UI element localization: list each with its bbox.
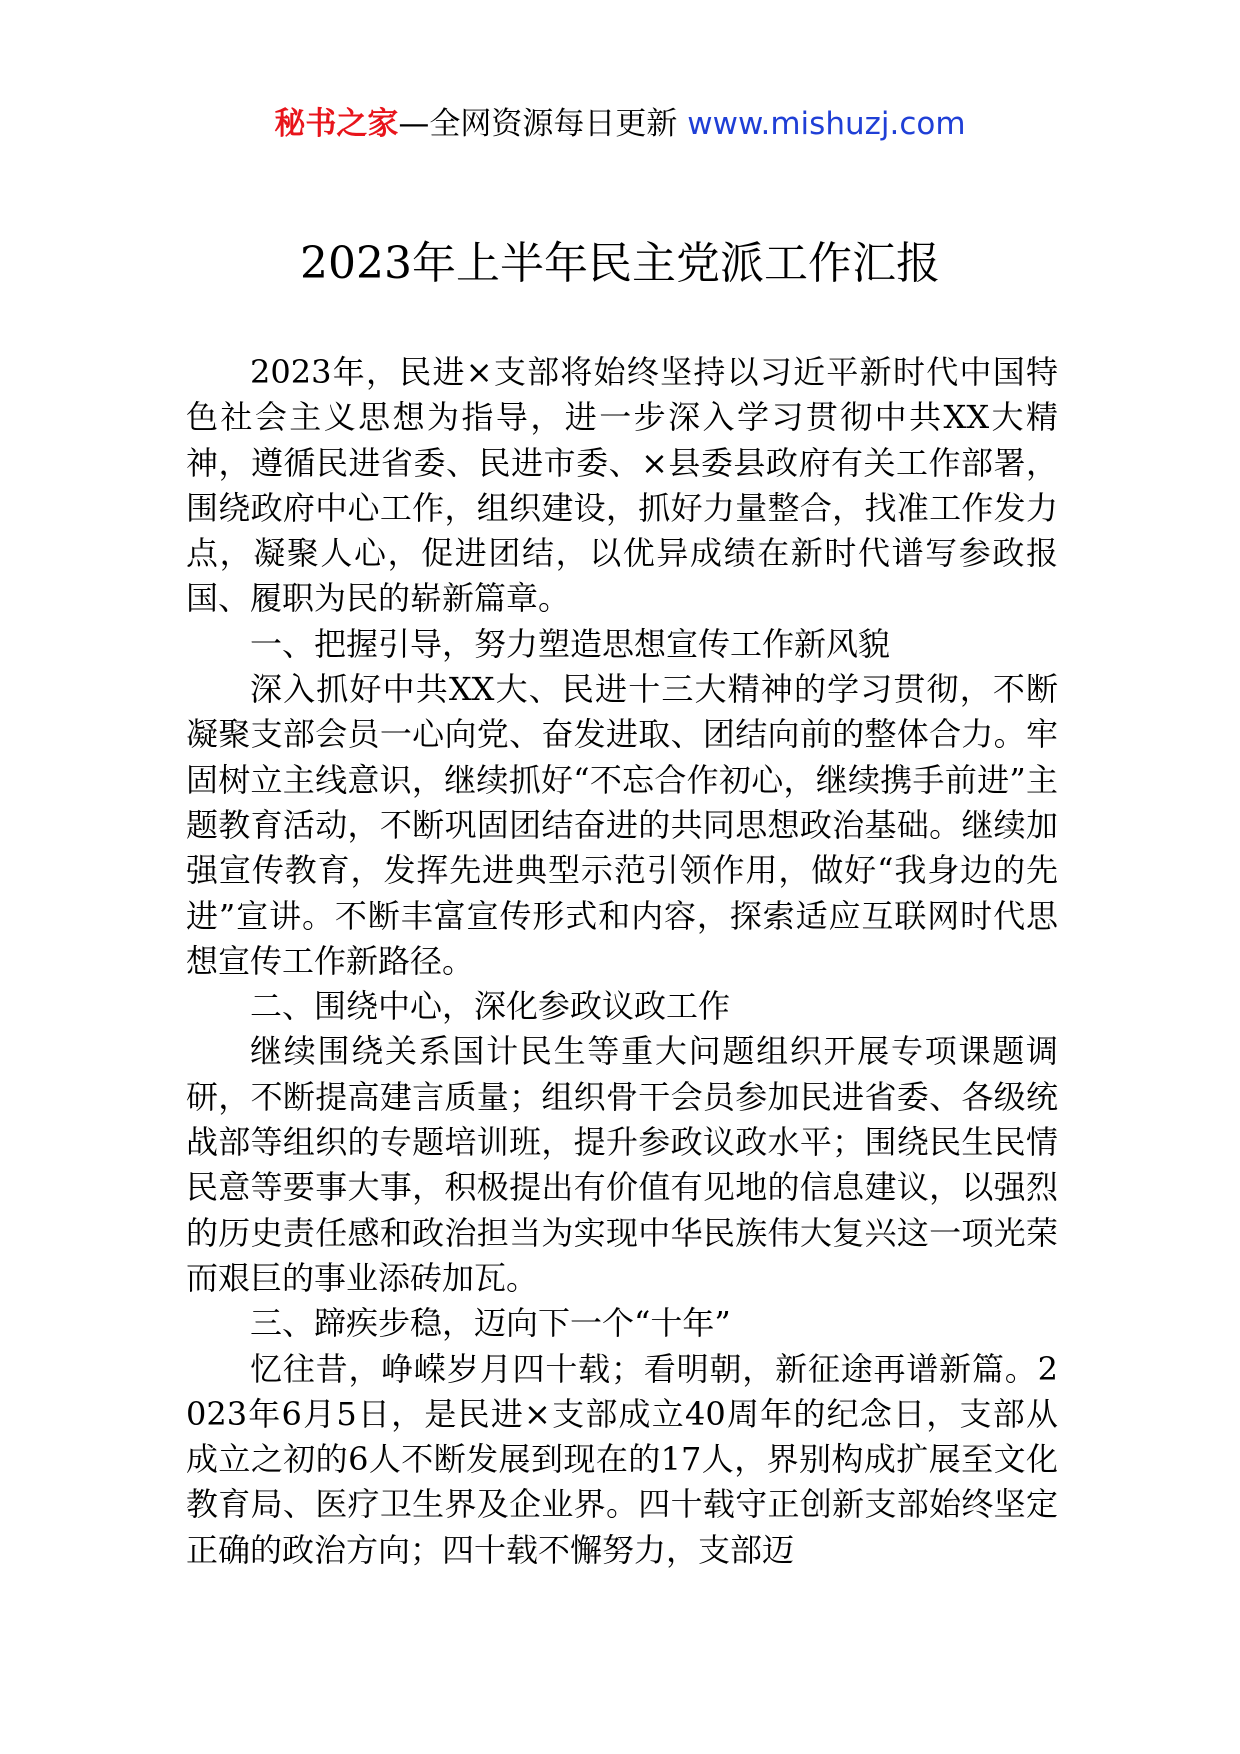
section-body-1: 深入抓好中共XX大、民进十三大精神的学习贯彻，不断凝聚支部会员一心向党、奋发进取、团结向前的整体合力。牢固树立主线意识，继续抓好“不忘合作初心，继续携手前进”主题教育活动，不断巩固团结奋进的共同思想政治基础。继续加强宣传教育，发挥先进典型示范引领作用，做好“我身边的先进”宣讲。不断丰富宣传形式和内容，探索适应互联网时代思想宣传工作新路径。 bbox=[186, 670, 1058, 980]
banner-brand: 秘书之家 bbox=[274, 106, 399, 142]
site-banner bbox=[0, 100, 1240, 148]
intro-paragraph: 2023年，民进×支部将始终坚持以习近平新时代中国特色社会主义思想为指导，进一步深入学习贯彻中共XX大精神，遵循民进省委、民进市委、×县委县政府有关工作部署，围绕政府中心工作，组织建设，抓好力量整合，找准工作发力点，凝聚人心，促进团结，以优异成绩在新时代谱写参政报国、履职为民的崭新篇章。 bbox=[186, 353, 1058, 618]
section-heading-3: 三、蹄疾步稳，迈向下一个“十年” bbox=[250, 1304, 731, 1343]
section-heading-1: 一、把握引导，努力塑造思想宣传工作新风貌 bbox=[250, 624, 891, 663]
section-body-2: 继续围绕关系国计民生等重大问题组织开展专项课题调研，不断提高建言质量；组织骨干会员参加民进省委、各级统战部等组织的专题培训班，提升参政议政水平；围绕民生民情民意等要事大事，积极提出有价值有见地的信息建议，以强烈的历史责任感和政治担当为实现中华民族伟大复兴这一项光荣而艰巨的事业添砖加瓦。 bbox=[186, 1032, 1058, 1297]
section-heading-2: 二、围绕中心，深化参政议政工作 bbox=[250, 987, 731, 1026]
document-body bbox=[186, 350, 1058, 1573]
banner-site-url[interactable]: www.mishuzj.com bbox=[687, 106, 966, 142]
section-body-3: 忆往昔，峥嵘岁月四十载；看明朝，新征途再谱新篇。2023年6月5日，是民进×支部成立40周年的纪念日，支部从成立之初的6人不断发展到现在的17人，界别构成扩展至文化教育局、医疗卫生界及企业界。四十载守正创新支部始终坚定正确的政治方向；四十载不懈努力，支部迈 bbox=[186, 1349, 1058, 1569]
banner-slogan: —全网资源每日更新 bbox=[398, 106, 688, 142]
document-title: 2023年上半年民主党派工作汇报 bbox=[300, 238, 940, 289]
